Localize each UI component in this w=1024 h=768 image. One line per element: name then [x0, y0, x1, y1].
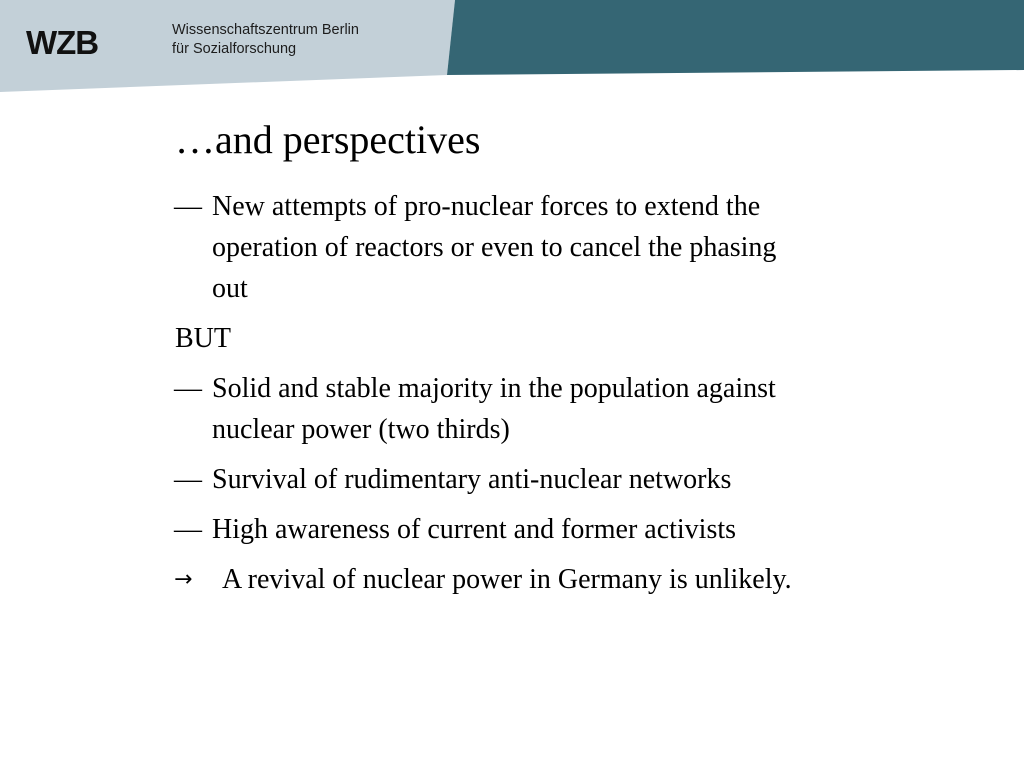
wzb-logo: WZB — [26, 24, 99, 61]
slide-title: …and perspectives — [175, 117, 481, 162]
header-bands — [0, 0, 1024, 92]
bullet-item — [175, 368, 815, 450]
bullet-text: Survival of rudimentary anti-nuclear networks — [212, 464, 732, 495]
arrow-right-icon: → — [174, 567, 193, 592]
slide-body — [175, 186, 815, 609]
dash-bullet-icon: — — [174, 514, 202, 545]
institution-line-2: für Sozialforschung — [172, 41, 297, 57]
slide-header — [0, 0, 1024, 92]
institution-name — [172, 21, 359, 59]
institution-line-1: Wissenschaftszentrum Berlin — [172, 22, 359, 38]
header-right-band — [447, 0, 1024, 75]
bullet-text: High awareness of current and former activists — [212, 514, 737, 545]
but-label: BUT — [175, 323, 231, 354]
bullet-item — [175, 186, 815, 309]
dash-bullet-icon: — — [174, 373, 202, 404]
bullet-item — [175, 509, 815, 550]
dash-bullet-icon: — — [174, 464, 202, 495]
bullet-text: Solid and stable majority in the population against nuclear power (two thirds) — [212, 373, 776, 445]
bullet-item — [175, 459, 815, 500]
bullet-text: New attempts of pro-nuclear forces to extend the operation of reactors or even to cancel the phasing out — [212, 191, 777, 304]
dash-bullet-icon: — — [174, 191, 202, 222]
conclusion-text: A revival of nuclear power in Germany is unlikely. — [222, 564, 792, 595]
conclusion-item — [175, 559, 815, 600]
